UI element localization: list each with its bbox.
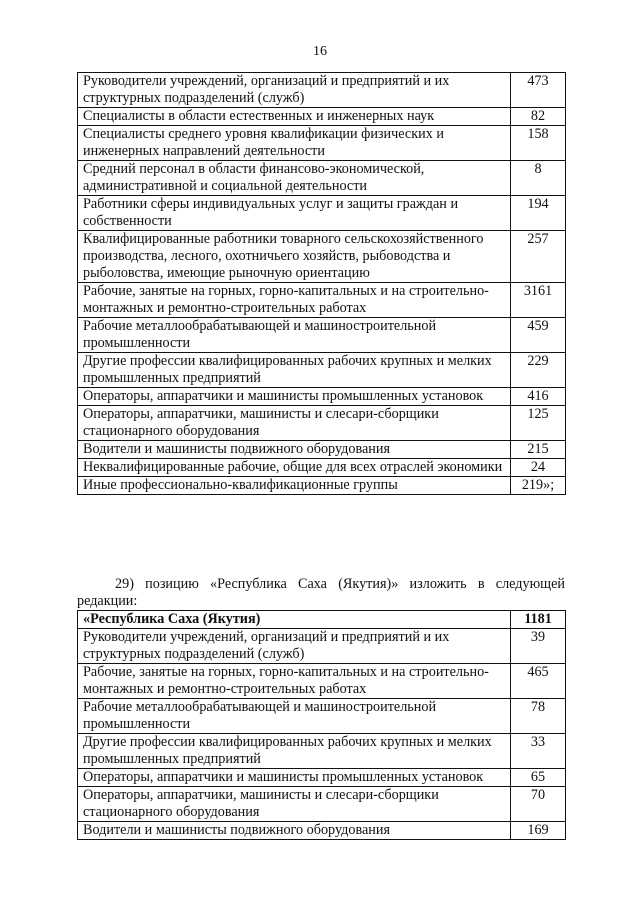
- table-row: [78, 734, 566, 769]
- row-name: Операторы, аппаратчики и машинисты промышленных установок: [78, 388, 511, 406]
- row-value: 70: [511, 787, 566, 822]
- row-name: Операторы, аппаратчики, машинисты и слесари-сборщики стационарного оборудования: [78, 787, 511, 822]
- occupation-table-1: [77, 72, 566, 495]
- table-row: [78, 283, 566, 318]
- row-value: 78: [511, 699, 566, 734]
- row-value: 257: [511, 231, 566, 283]
- row-name: Специалисты среднего уровня квалификации физических и инженерных направлений деятельности: [78, 126, 511, 161]
- table-row: [78, 664, 566, 699]
- row-value: 3161: [511, 283, 566, 318]
- table-row: [78, 787, 566, 822]
- table-row: [78, 441, 566, 459]
- row-name: Средний персонал в области финансово-экономической, административной и социальной деятельности: [78, 161, 511, 196]
- row-value: 125: [511, 406, 566, 441]
- amendment-paragraph: 29) позицию «Республика Саха (Якутия)» изложить в следующей редакции:: [77, 576, 565, 609]
- row-name: Водители и машинисты подвижного оборудования: [78, 441, 511, 459]
- row-value: 24: [511, 459, 566, 477]
- table-row: [78, 477, 566, 495]
- table-row: [78, 388, 566, 406]
- row-value: 8: [511, 161, 566, 196]
- row-value: 65: [511, 769, 566, 787]
- table-row: [78, 108, 566, 126]
- table-header-row: [78, 611, 566, 629]
- table-row: [78, 126, 566, 161]
- row-name: Водители и машинисты подвижного оборудования: [78, 822, 511, 840]
- row-name: Неквалифицированные рабочие, общие для всех отраслей экономики: [78, 459, 511, 477]
- row-value: 194: [511, 196, 566, 231]
- row-name: Другие профессии квалифицированных рабочих крупных и мелких промышленных предприятий: [78, 353, 511, 388]
- table-row: [78, 406, 566, 441]
- row-value: 215: [511, 441, 566, 459]
- row-name: Рабочие, занятые на горных, горно-капитальных и на строительно-монтажных и ремонтно-строительных работах: [78, 664, 511, 699]
- table-row: [78, 353, 566, 388]
- row-name: Операторы, аппаратчики и машинисты промышленных установок: [78, 769, 511, 787]
- row-name: Рабочие металлообрабатывающей и машиностроительной промышленности: [78, 318, 511, 353]
- table-row: [78, 318, 566, 353]
- table-row: [78, 196, 566, 231]
- row-name: Другие профессии квалифицированных рабочих крупных и мелких промышленных предприятий: [78, 734, 511, 769]
- row-name: Квалифицированные работники товарного сельскохозяйственного производства, лесного, охотничьего хозяйств, рыбоводства и рыболовства, имеющие рыночную ориентацию: [78, 231, 511, 283]
- row-value: 416: [511, 388, 566, 406]
- table-row: [78, 459, 566, 477]
- row-name: Операторы, аппаратчики, машинисты и слесари-сборщики стационарного оборудования: [78, 406, 511, 441]
- row-name: Рабочие, занятые на горных, горно-капитальных и на строительно-монтажных и ремонтно-строительных работах: [78, 283, 511, 318]
- row-name: Специалисты в области естественных и инженерных наук: [78, 108, 511, 126]
- row-name: Работники сферы индивидуальных услуг и защиты граждан и собственности: [78, 196, 511, 231]
- table-row: [78, 822, 566, 840]
- table-row: [78, 769, 566, 787]
- region-name: «Республика Саха (Якутия): [78, 611, 511, 629]
- table-row: [78, 161, 566, 196]
- row-value: 82: [511, 108, 566, 126]
- page-number: 16: [313, 44, 327, 59]
- row-value: 158: [511, 126, 566, 161]
- row-value: 473: [511, 73, 566, 108]
- table-row: [78, 629, 566, 664]
- region-total: 1181: [511, 611, 566, 629]
- row-name: Руководители учреждений, организаций и предприятий и их структурных подразделений (служб): [78, 629, 511, 664]
- row-name: Иные профессионально-квалификационные группы: [78, 477, 511, 495]
- row-value: 33: [511, 734, 566, 769]
- row-value: 169: [511, 822, 566, 840]
- row-name: Рабочие металлообрабатывающей и машиностроительной промышленности: [78, 699, 511, 734]
- row-value: 229: [511, 353, 566, 388]
- row-value: 39: [511, 629, 566, 664]
- table-row: [78, 699, 566, 734]
- occupation-table-2: [77, 610, 566, 840]
- row-value: 459: [511, 318, 566, 353]
- row-value: 219»;: [511, 477, 566, 495]
- table-row: [78, 231, 566, 283]
- table-row: [78, 73, 566, 108]
- row-value: 465: [511, 664, 566, 699]
- row-name: Руководители учреждений, организаций и предприятий и их структурных подразделений (служб): [78, 73, 511, 108]
